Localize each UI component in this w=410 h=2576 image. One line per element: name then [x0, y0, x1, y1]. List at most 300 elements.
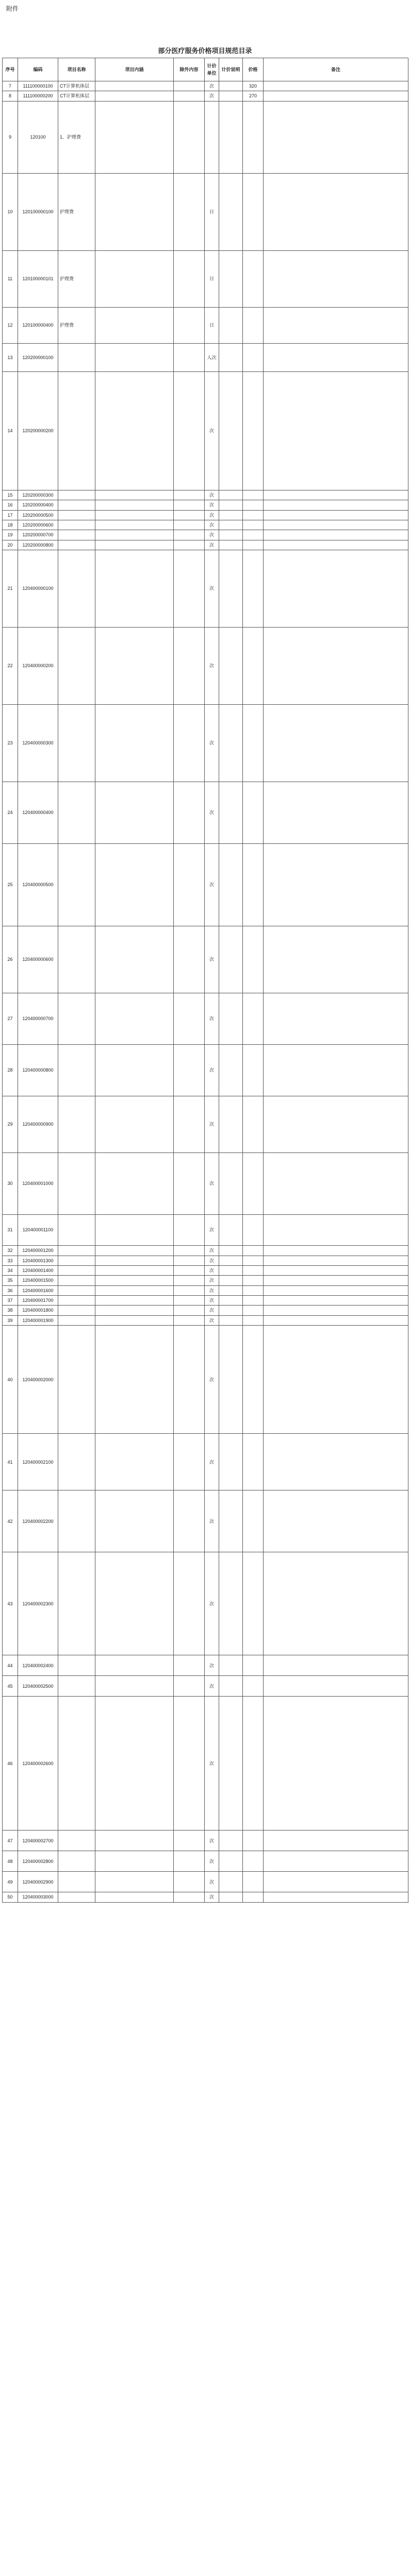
row-price	[243, 1153, 264, 1215]
row-content	[95, 1676, 174, 1697]
row-name	[58, 1851, 95, 1872]
row-no: 33	[3, 1256, 18, 1265]
header-no: 序号	[3, 58, 18, 81]
row-exclude	[174, 1296, 205, 1306]
row-code: 120200000500	[18, 510, 58, 520]
table-row	[3, 371, 408, 490]
row-note	[264, 705, 408, 782]
row-price	[243, 173, 264, 250]
row-price	[243, 1215, 264, 1246]
row-code: 120200000800	[18, 540, 58, 550]
row-no: 49	[3, 1872, 18, 1892]
row-note	[264, 101, 408, 173]
table-row	[3, 530, 408, 540]
row-note	[264, 1326, 408, 1434]
header-price: 价格	[243, 58, 264, 81]
row-content	[95, 307, 174, 343]
row-name	[58, 510, 95, 520]
row-note	[264, 173, 408, 250]
table-header-row	[3, 58, 408, 81]
row-unit: 日	[205, 307, 219, 343]
row-no: 47	[3, 1831, 18, 1851]
row-no: 42	[3, 1490, 18, 1552]
row-unit: 次	[205, 1306, 219, 1315]
row-content	[95, 550, 174, 628]
table-row	[3, 1045, 408, 1096]
table-row	[3, 926, 408, 993]
row-name	[58, 1655, 95, 1676]
row-content	[95, 628, 174, 705]
row-note	[264, 1851, 408, 1872]
table-row	[3, 1851, 408, 1872]
row-name	[58, 550, 95, 628]
row-code: 120100	[18, 101, 58, 173]
row-note	[264, 926, 408, 993]
row-unit: 日	[205, 250, 219, 307]
row-code: 120400001600	[18, 1285, 58, 1295]
header-note: 备注	[264, 58, 408, 81]
row-code: 120400003000	[18, 1892, 58, 1902]
row-note	[264, 993, 408, 1045]
header-name: 项目名称	[58, 58, 95, 81]
row-calc	[219, 1326, 243, 1434]
table-row	[3, 91, 408, 101]
row-calc	[219, 628, 243, 705]
row-no: 15	[3, 490, 18, 500]
row-exclude	[174, 343, 205, 371]
row-unit: 次	[205, 1697, 219, 1831]
row-no: 24	[3, 782, 18, 844]
row-calc	[219, 1215, 243, 1246]
row-note	[264, 1045, 408, 1096]
row-name	[58, 1215, 95, 1246]
row-price	[243, 1697, 264, 1831]
row-price	[243, 1490, 264, 1552]
row-content	[95, 101, 174, 173]
row-note	[264, 1306, 408, 1315]
row-note	[264, 81, 408, 91]
row-name	[58, 1045, 95, 1096]
row-code: 120400000300	[18, 705, 58, 782]
row-content	[95, 1315, 174, 1325]
row-code: 120400000900	[18, 1096, 58, 1153]
row-note	[264, 250, 408, 307]
row-price	[243, 101, 264, 173]
row-exclude	[174, 1434, 205, 1490]
row-name	[58, 1831, 95, 1851]
row-note	[264, 1215, 408, 1246]
row-note	[264, 1096, 408, 1153]
row-price	[243, 371, 264, 490]
row-unit: 次	[205, 1326, 219, 1434]
row-name	[58, 343, 95, 371]
row-calc	[219, 500, 243, 510]
row-unit: 次	[205, 510, 219, 520]
row-price	[243, 510, 264, 520]
row-unit: 次	[205, 1285, 219, 1295]
row-name: CT计算机体层	[58, 91, 95, 101]
table-row	[3, 628, 408, 705]
row-code: 120400001000	[18, 1153, 58, 1215]
row-price	[243, 1892, 264, 1902]
row-exclude	[174, 490, 205, 500]
row-code: 120400002500	[18, 1676, 58, 1697]
row-name	[58, 1276, 95, 1285]
table-row	[3, 844, 408, 926]
row-no: 35	[3, 1276, 18, 1285]
row-unit: 次	[205, 782, 219, 844]
row-no: 13	[3, 343, 18, 371]
row-no: 29	[3, 1096, 18, 1153]
row-price	[243, 1434, 264, 1490]
row-calc	[219, 343, 243, 371]
row-no: 23	[3, 705, 18, 782]
table-row	[3, 520, 408, 530]
row-name	[58, 1676, 95, 1697]
row-code: 120400001500	[18, 1276, 58, 1285]
row-name	[58, 1256, 95, 1265]
row-note	[264, 540, 408, 550]
row-exclude	[174, 91, 205, 101]
header-unit: 计价单位	[205, 58, 219, 81]
row-price	[243, 1045, 264, 1096]
row-calc	[219, 1676, 243, 1697]
row-exclude	[174, 993, 205, 1045]
row-exclude	[174, 1096, 205, 1153]
row-unit: 次	[205, 520, 219, 530]
row-content	[95, 1096, 174, 1153]
row-exclude	[174, 1851, 205, 1872]
row-content	[95, 1326, 174, 1434]
row-note	[264, 1285, 408, 1295]
row-code: 120200000300	[18, 490, 58, 500]
row-exclude	[174, 1256, 205, 1265]
row-calc	[219, 782, 243, 844]
row-code: 120400000700	[18, 993, 58, 1045]
row-exclude	[174, 1276, 205, 1285]
row-name	[58, 993, 95, 1045]
row-name	[58, 1315, 95, 1325]
row-price	[243, 628, 264, 705]
row-code: 120400002400	[18, 1655, 58, 1676]
row-exclude	[174, 307, 205, 343]
row-exclude	[174, 1552, 205, 1655]
row-name	[58, 1296, 95, 1306]
row-note	[264, 1296, 408, 1306]
row-no: 25	[3, 844, 18, 926]
row-code: 120400001200	[18, 1246, 58, 1256]
row-exclude	[174, 1831, 205, 1851]
row-content	[95, 530, 174, 540]
row-no: 44	[3, 1655, 18, 1676]
row-content	[95, 520, 174, 530]
row-content	[95, 490, 174, 500]
row-code: 120400002000	[18, 1326, 58, 1434]
row-no: 26	[3, 926, 18, 993]
row-calc	[219, 993, 243, 1045]
row-exclude	[174, 101, 205, 173]
row-calc	[219, 1872, 243, 1892]
row-content	[95, 1306, 174, 1315]
row-exclude	[174, 1490, 205, 1552]
row-exclude	[174, 1676, 205, 1697]
row-content	[95, 1872, 174, 1892]
row-name	[58, 1265, 95, 1275]
row-exclude	[174, 173, 205, 250]
row-no: 7	[3, 81, 18, 91]
row-unit: 次	[205, 926, 219, 993]
row-unit: 次	[205, 530, 219, 540]
row-exclude	[174, 1045, 205, 1096]
row-price	[243, 1552, 264, 1655]
row-price	[243, 993, 264, 1045]
row-exclude	[174, 250, 205, 307]
row-calc	[219, 1831, 243, 1851]
table-row	[3, 550, 408, 628]
row-unit: 次	[205, 1096, 219, 1153]
row-price	[243, 844, 264, 926]
row-price	[243, 1676, 264, 1697]
table-row	[3, 343, 408, 371]
row-name	[58, 1306, 95, 1315]
row-content	[95, 1215, 174, 1246]
row-name: CT计算机体层	[58, 81, 95, 91]
row-content	[95, 1892, 174, 1902]
row-no: 27	[3, 993, 18, 1045]
table-row	[3, 1265, 408, 1275]
row-code: 120100000400	[18, 307, 58, 343]
row-content	[95, 1490, 174, 1552]
row-exclude	[174, 1265, 205, 1275]
row-content	[95, 1256, 174, 1265]
row-calc	[219, 1045, 243, 1096]
row-content	[95, 1851, 174, 1872]
row-calc	[219, 705, 243, 782]
row-exclude	[174, 782, 205, 844]
row-unit: 次	[205, 1831, 219, 1851]
row-exclude	[174, 1306, 205, 1315]
row-exclude	[174, 844, 205, 926]
row-price	[243, 540, 264, 550]
row-code: 120400000600	[18, 926, 58, 993]
row-code: 120200000100	[18, 343, 58, 371]
row-no: 28	[3, 1045, 18, 1096]
row-calc	[219, 520, 243, 530]
row-content	[95, 173, 174, 250]
row-exclude	[174, 530, 205, 540]
row-code: 120400002100	[18, 1434, 58, 1490]
row-calc	[219, 1851, 243, 1872]
row-unit: 次	[205, 1153, 219, 1215]
row-calc	[219, 1296, 243, 1306]
row-unit: 次	[205, 1276, 219, 1285]
row-exclude	[174, 81, 205, 91]
row-price	[243, 530, 264, 540]
row-exclude	[174, 1872, 205, 1892]
row-calc	[219, 844, 243, 926]
table-row	[3, 81, 408, 91]
row-exclude	[174, 1246, 205, 1256]
table-row	[3, 1490, 408, 1552]
row-exclude	[174, 550, 205, 628]
row-name	[58, 782, 95, 844]
row-calc	[219, 926, 243, 993]
row-note	[264, 510, 408, 520]
header-calc: 计价说明	[219, 58, 243, 81]
row-note	[264, 1265, 408, 1275]
row-exclude	[174, 500, 205, 510]
table-row	[3, 250, 408, 307]
row-code: 120400002600	[18, 1697, 58, 1831]
row-price	[243, 1872, 264, 1892]
price-table	[2, 58, 408, 1903]
row-calc	[219, 1246, 243, 1256]
row-note	[264, 1153, 408, 1215]
table-row	[3, 500, 408, 510]
row-note	[264, 844, 408, 926]
row-name	[58, 628, 95, 705]
row-name	[58, 1490, 95, 1552]
row-price	[243, 1096, 264, 1153]
row-price: 320	[243, 81, 264, 91]
row-price	[243, 1256, 264, 1265]
row-no: 46	[3, 1697, 18, 1831]
row-no: 40	[3, 1326, 18, 1434]
row-note	[264, 1892, 408, 1902]
row-calc	[219, 1315, 243, 1325]
row-code: 120400000100	[18, 550, 58, 628]
row-price	[243, 1831, 264, 1851]
row-content	[95, 1831, 174, 1851]
table-row	[3, 1831, 408, 1851]
row-calc	[219, 81, 243, 91]
row-no: 14	[3, 371, 18, 490]
row-price	[243, 1296, 264, 1306]
row-calc	[219, 1256, 243, 1265]
row-content	[95, 91, 174, 101]
row-note	[264, 1246, 408, 1256]
row-calc	[219, 307, 243, 343]
row-price	[243, 926, 264, 993]
row-no: 11	[3, 250, 18, 307]
table-row	[3, 1326, 408, 1434]
row-unit	[205, 101, 219, 173]
row-note	[264, 628, 408, 705]
row-unit: 次	[205, 1552, 219, 1655]
row-exclude	[174, 1215, 205, 1246]
row-price: 270	[243, 91, 264, 101]
row-name: 护理费	[58, 250, 95, 307]
row-calc	[219, 1490, 243, 1552]
row-calc	[219, 1434, 243, 1490]
row-name	[58, 1892, 95, 1902]
row-unit: 次	[205, 500, 219, 510]
row-calc	[219, 1265, 243, 1275]
row-no: 9	[3, 101, 18, 173]
row-content	[95, 1265, 174, 1275]
row-unit: 次	[205, 1490, 219, 1552]
row-note	[264, 500, 408, 510]
row-content	[95, 510, 174, 520]
row-note	[264, 1276, 408, 1285]
row-name	[58, 1246, 95, 1256]
row-content	[95, 1285, 174, 1295]
row-name: 1、护理费	[58, 101, 95, 173]
table-row	[3, 1153, 408, 1215]
row-code: 120200000200	[18, 371, 58, 490]
table-row	[3, 1285, 408, 1295]
row-note	[264, 1490, 408, 1552]
row-code: 120100000100	[18, 173, 58, 250]
row-note	[264, 520, 408, 530]
row-unit: 次	[205, 1256, 219, 1265]
header-content: 项目内涵	[95, 58, 174, 81]
row-code: 120400000800	[18, 1045, 58, 1096]
table-row	[3, 540, 408, 550]
row-content	[95, 81, 174, 91]
row-code: 120400001900	[18, 1315, 58, 1325]
row-code: 120400000200	[18, 628, 58, 705]
row-no: 20	[3, 540, 18, 550]
row-unit: 次	[205, 1296, 219, 1306]
row-calc	[219, 1892, 243, 1902]
row-exclude	[174, 371, 205, 490]
table-row	[3, 1256, 408, 1265]
table-row	[3, 1655, 408, 1676]
header-code: 编码	[18, 58, 58, 81]
row-unit: 次	[205, 1851, 219, 1872]
row-no: 41	[3, 1434, 18, 1490]
row-unit: 次	[205, 550, 219, 628]
row-code: 120400002200	[18, 1490, 58, 1552]
row-content	[95, 1153, 174, 1215]
row-no: 17	[3, 510, 18, 520]
row-calc	[219, 490, 243, 500]
table-row	[3, 1296, 408, 1306]
row-note	[264, 782, 408, 844]
row-name: 护理费	[58, 173, 95, 250]
row-no: 38	[3, 1306, 18, 1315]
row-code: 120100000101	[18, 250, 58, 307]
row-no: 12	[3, 307, 18, 343]
row-unit: 次	[205, 1676, 219, 1697]
row-name	[58, 520, 95, 530]
row-name	[58, 1096, 95, 1153]
row-no: 30	[3, 1153, 18, 1215]
row-content	[95, 1276, 174, 1285]
table-row	[3, 1434, 408, 1490]
row-exclude	[174, 1655, 205, 1676]
row-unit: 次	[205, 1872, 219, 1892]
row-calc	[219, 371, 243, 490]
row-note	[264, 1697, 408, 1831]
row-content	[95, 343, 174, 371]
row-name	[58, 1552, 95, 1655]
row-calc	[219, 1655, 243, 1676]
row-exclude	[174, 1153, 205, 1215]
row-note	[264, 1831, 408, 1851]
row-content	[95, 1552, 174, 1655]
row-name	[58, 1697, 95, 1831]
row-content	[95, 1296, 174, 1306]
row-exclude	[174, 1892, 205, 1902]
row-content	[95, 926, 174, 993]
row-code: 111100000100	[18, 81, 58, 91]
table-row	[3, 782, 408, 844]
row-content	[95, 1045, 174, 1096]
row-no: 31	[3, 1215, 18, 1246]
table-row	[3, 1246, 408, 1256]
